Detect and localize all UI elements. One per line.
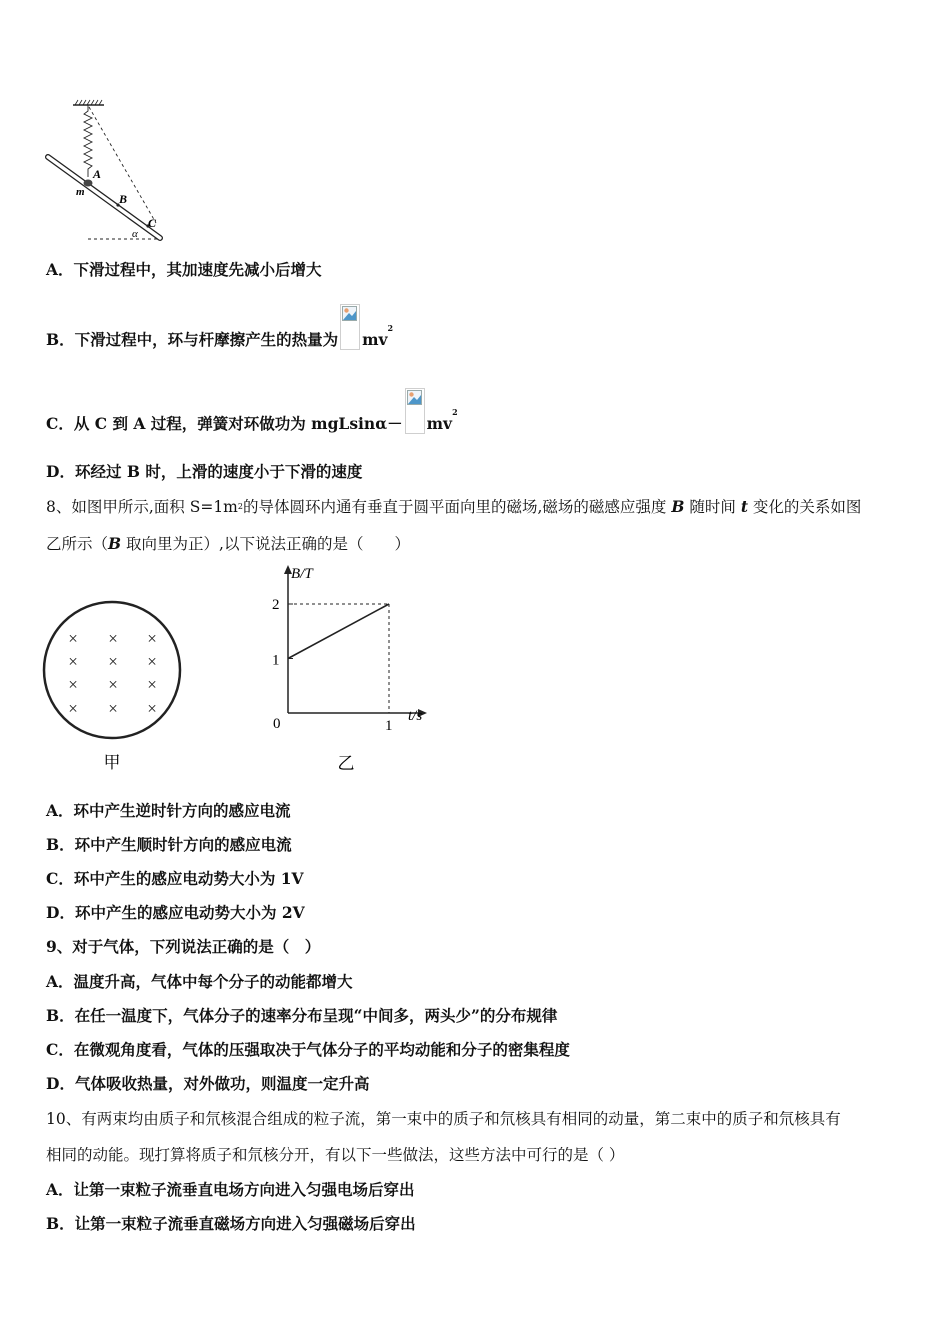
- x-axis-label: t/s: [408, 708, 423, 724]
- q8-stem-line1: 8、如图甲所示,面积 $S=1m^2$的导体圆环内通有垂直于圆平面向里的磁场,磁场的磁感应强度 B 随时间 t 变化的关系如图: [46, 497, 862, 516]
- q8-figure-yi: [262, 560, 442, 780]
- q7-label-m: m: [76, 186, 85, 198]
- cross-mark: ×: [147, 652, 157, 671]
- q10-option-b[interactable]: B．让第一束粒子流垂直磁场方向进入匀强磁场后穿出: [46, 1214, 416, 1233]
- q8-option-b[interactable]: B．环中产生顺时针方向的感应电流: [46, 835, 292, 854]
- q8-option-a[interactable]: A．环中产生逆时针方向的感应电流: [46, 801, 291, 820]
- cross-mark: ×: [68, 699, 78, 718]
- cross-mark: ×: [147, 629, 157, 648]
- q10-option-a[interactable]: A．让第一束粒子流垂直电场方向进入匀强电场后穿出: [46, 1180, 415, 1199]
- q8-figure-jia: [40, 598, 190, 778]
- cross-mark: ×: [68, 652, 78, 671]
- y-tick-label: 1: [272, 652, 280, 669]
- series-line: [288, 604, 389, 659]
- cross-mark: ×: [68, 629, 78, 648]
- q9-option-a[interactable]: A．温度升高，气体中每个分子的动能都增大: [46, 972, 353, 991]
- q7-option-d[interactable]: D．环经过 B 时，上滑的速度小于下滑的速度: [46, 462, 363, 481]
- q10-stem-line1: 10、有两束均由质子和氘核混合组成的粒子流，第一束中的质子和氘核具有相同的动量，第二束中的质子和氘核具有: [46, 1110, 841, 1128]
- caption-yi: 乙: [337, 754, 355, 773]
- q8-option-c[interactable]: C．环中产生的感应电动势大小为 1V: [46, 869, 304, 888]
- q7-label-b: B: [119, 192, 128, 206]
- q7-label-alpha: α: [132, 228, 138, 240]
- y-axis-label: B/T: [291, 566, 313, 582]
- cross-mark: ×: [68, 675, 78, 694]
- broken-image-icon: [340, 304, 360, 350]
- q7-option-b[interactable]: B．下滑过程中，环与杆摩擦产生的热量为 $mv^2$: [46, 318, 393, 364]
- q7-label-a: A: [93, 167, 102, 181]
- q7-label-c: C: [148, 216, 157, 230]
- q8-option-d[interactable]: D．环中产生的感应电动势大小为 2V: [46, 903, 305, 922]
- q10-stem-line2: 相同的动能。现打算将质子和氘核分开，有以下一些做法，这些方法中可行的是（ ）: [46, 1146, 625, 1164]
- q9-option-c[interactable]: C．在微观角度看，气体的压强取决于气体分子的平均动能和分子的密集程度: [46, 1040, 570, 1059]
- ring: [84, 180, 93, 187]
- cross-mark: ×: [108, 699, 118, 718]
- q9-option-d[interactable]: D．气体吸收热量，对外做功，则温度一定升高: [46, 1074, 370, 1093]
- q9-stem: 9、对于气体，下列说法正确的是（ ）: [46, 937, 321, 956]
- spring: [84, 105, 92, 177]
- cross-mark: ×: [147, 675, 157, 694]
- cross-mark: ×: [108, 652, 118, 671]
- q7-option-a[interactable]: A．下滑过程中，其加速度先减小后增大: [46, 260, 322, 279]
- caption-jia: 甲: [103, 753, 121, 772]
- q8-stem-line2: 乙所示（B 取向里为正）,以下说法正确的是（ ）: [46, 534, 410, 553]
- q7-option-c[interactable]: C．从 C 到 A 过程，弹簧对环做功为 mgLsinα－ $mv^2$: [46, 402, 458, 448]
- cross-mark: ×: [108, 675, 118, 694]
- q9-option-b[interactable]: B．在任一温度下，气体分子的速率分布呈现“中间多，两头少”的分布规律: [46, 1006, 558, 1025]
- origin-label: 0: [273, 716, 281, 732]
- cross-mark: ×: [147, 699, 157, 718]
- broken-image-icon: [405, 388, 425, 434]
- y-tick-label: 2: [272, 597, 280, 613]
- q7-figure: [40, 95, 175, 245]
- x-tick-label: 1: [385, 718, 393, 734]
- cross-mark: ×: [108, 629, 118, 648]
